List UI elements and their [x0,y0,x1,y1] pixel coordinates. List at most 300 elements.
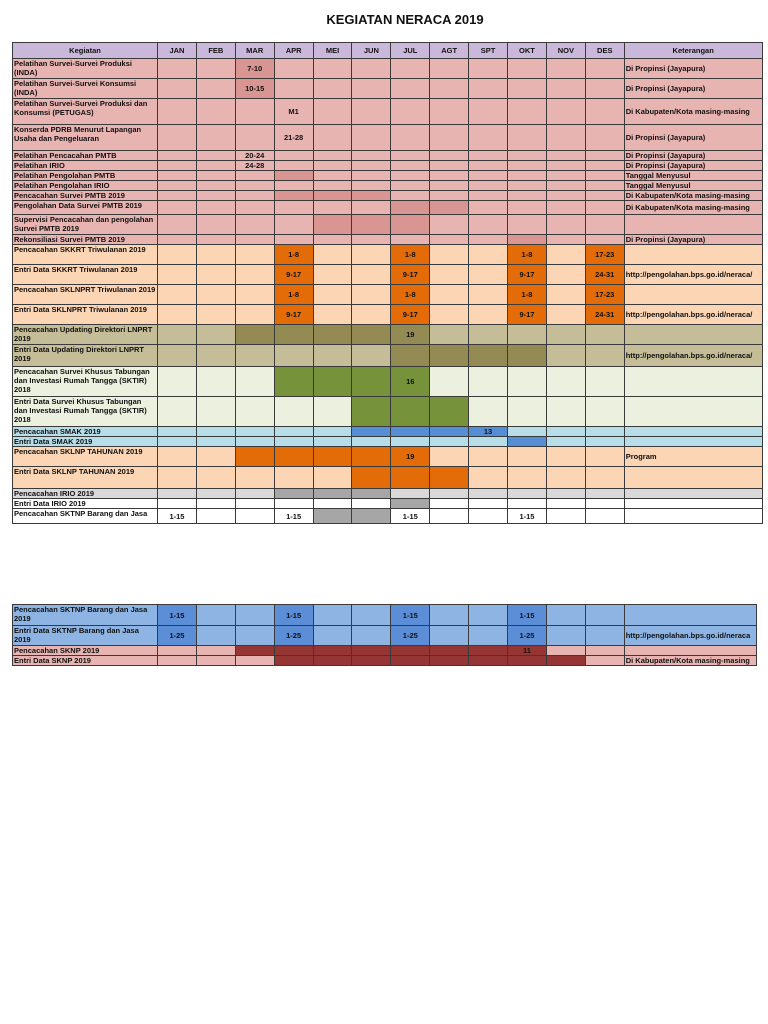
month-cell-mei [313,345,352,367]
month-cell-feb [196,646,235,656]
month-cell-okt [508,427,547,437]
month-cell-okt [508,201,547,215]
month-cell-des: 24-31 [585,265,624,285]
month-cell-des [585,605,624,626]
month-cell-jul [391,656,430,666]
header-month-jul: JUL [391,43,430,59]
month-cell-apr: 9-17 [274,305,313,325]
month-cell-okt [508,437,547,447]
month-cell-jul: 1-15 [391,509,430,524]
month-cell-jul [391,499,430,509]
month-cell-nov [546,201,585,215]
month-cell-spt [469,325,508,345]
month-cell-jan [158,656,197,666]
month-cell-mar [235,215,274,235]
month-cell-apr: 1-15 [274,605,313,626]
month-cell-jun [352,367,391,397]
month-cell-feb [196,605,235,626]
month-cell-nov [546,656,585,666]
table-row [13,427,763,437]
month-cell-okt [508,215,547,235]
month-cell-okt [508,171,547,181]
month-cell-jun [352,447,391,467]
month-cell-spt [469,489,508,499]
month-cell-jun [352,397,391,427]
month-cell-spt [469,191,508,201]
month-cell-spt [469,125,508,151]
month-cell-feb [196,305,235,325]
month-cell-okt [508,499,547,509]
month-cell-jul [391,427,430,437]
month-cell-jul [391,79,430,99]
month-cell-okt: 11 [508,646,547,656]
month-cell-apr [274,161,313,171]
month-cell-agt [430,305,469,325]
table-row [13,489,763,499]
month-cell-jan [158,171,197,181]
month-cell-apr [274,191,313,201]
month-cell-mei [313,467,352,489]
month-cell-mar [235,99,274,125]
month-cell-mei [313,161,352,171]
month-cell-okt [508,151,547,161]
keterangan-cell: http://pengolahan.bps.go.id/neraca [624,626,756,646]
month-cell-mar [235,605,274,626]
month-cell-des [585,181,624,191]
month-cell-okt [508,235,547,245]
month-cell-mar [235,397,274,427]
month-cell-des: 24-31 [585,305,624,325]
keterangan-cell: Program [624,447,762,467]
keterangan-cell [624,489,762,499]
month-cell-jan [158,161,197,171]
table-row [13,499,763,509]
keterangan-cell [624,499,762,509]
month-cell-jun [352,151,391,161]
month-cell-agt [430,325,469,345]
month-cell-apr: 1-8 [274,245,313,265]
activity-name: Pencacahan SKTNP Barang dan Jasa [13,509,158,524]
month-cell-mei [313,59,352,79]
month-cell-jul [391,397,430,427]
month-cell-okt [508,397,547,427]
month-cell-okt [508,161,547,171]
header-month-feb: FEB [196,43,235,59]
month-cell-jan [158,79,197,99]
month-cell-des [585,79,624,99]
month-cell-agt [430,447,469,467]
keterangan-cell [624,245,762,265]
header-month-mar: MAR [235,43,274,59]
month-cell-jan [158,265,197,285]
activity-name: Entri Data SKNP 2019 [13,656,158,666]
month-cell-apr [274,467,313,489]
month-cell-jan [158,646,197,656]
month-cell-okt [508,125,547,151]
month-cell-jun [352,467,391,489]
month-cell-nov [546,245,585,265]
month-cell-apr [274,447,313,467]
table-row [13,447,763,467]
month-cell-agt [430,427,469,437]
month-cell-apr [274,151,313,161]
month-cell-jan [158,397,197,427]
month-cell-okt: 1-25 [508,626,547,646]
month-cell-agt [430,345,469,367]
table-row [13,345,763,367]
table-row [13,367,763,397]
header-month-okt: OKT [508,43,547,59]
activity-name: Konserda PDRB Menurut Lapangan Usaha dan Pengeluaran [13,125,158,151]
keterangan-cell [624,467,762,489]
month-cell-apr [274,427,313,437]
keterangan-cell: Di Propinsi (Jayapura) [624,79,762,99]
header-month-nov: NOV [546,43,585,59]
month-cell-des [585,99,624,125]
month-cell-agt [430,245,469,265]
month-cell-des [585,367,624,397]
month-cell-nov [546,397,585,427]
month-cell-mar: 24-28 [235,161,274,171]
month-cell-feb [196,285,235,305]
month-cell-jan: 1-25 [158,626,197,646]
month-cell-jul [391,59,430,79]
month-cell-apr [274,59,313,79]
month-cell-spt [469,437,508,447]
activity-name: Entri Data Updating Direktori LNPRT 2019 [13,345,158,367]
month-cell-mar [235,367,274,397]
month-cell-mei [313,489,352,499]
month-cell-mar [235,265,274,285]
table-row [13,397,763,427]
month-cell-feb [196,245,235,265]
month-cell-jun [352,215,391,235]
month-cell-agt [430,235,469,245]
month-cell-mar [235,325,274,345]
month-cell-apr [274,489,313,499]
month-cell-jan [158,447,197,467]
month-cell-nov [546,305,585,325]
document-title: KEGIATAN NERACA 2019 [326,12,484,27]
month-cell-des [585,646,624,656]
month-cell-des [585,215,624,235]
month-cell-spt [469,305,508,325]
month-cell-okt [508,325,547,345]
month-cell-des [585,447,624,467]
month-cell-spt [469,499,508,509]
month-cell-mei [313,509,352,524]
activity-name: Pencacahan Updating Direktori LNPRT 2019 [13,325,158,345]
month-cell-mei [313,427,352,437]
month-cell-nov [546,626,585,646]
month-cell-jul [391,99,430,125]
month-cell-feb [196,59,235,79]
month-cell-apr [274,201,313,215]
month-cell-spt [469,201,508,215]
month-cell-feb [196,191,235,201]
month-cell-agt [430,99,469,125]
keterangan-cell [624,437,762,447]
month-cell-nov [546,285,585,305]
month-cell-jun [352,245,391,265]
month-cell-mar [235,509,274,524]
month-cell-jun [352,499,391,509]
activity-name: Pencacahan SKTNP Barang dan Jasa 2019 [13,605,158,626]
month-cell-mei [313,656,352,666]
month-cell-jul [391,235,430,245]
month-cell-mar [235,125,274,151]
table-row [13,171,763,181]
month-cell-nov [546,489,585,499]
month-cell-spt [469,285,508,305]
month-cell-agt [430,285,469,305]
month-cell-jun [352,325,391,345]
month-cell-jul [391,151,430,161]
month-cell-nov [546,467,585,489]
month-cell-mei [313,99,352,125]
month-cell-spt: 13 [469,427,508,437]
month-cell-jul [391,437,430,447]
keterangan-cell [624,285,762,305]
keterangan-cell [624,325,762,345]
month-cell-des [585,201,624,215]
month-cell-feb [196,99,235,125]
month-cell-des [585,467,624,489]
month-cell-feb [196,171,235,181]
month-cell-agt [430,59,469,79]
keterangan-cell [624,427,762,437]
month-cell-jun [352,427,391,437]
month-cell-nov [546,345,585,367]
month-cell-nov [546,437,585,447]
keterangan-cell [624,397,762,427]
keterangan-cell: Tanggal Menyusul [624,171,762,181]
month-cell-nov [546,215,585,235]
month-cell-agt [430,489,469,499]
table-row [13,245,763,265]
month-cell-mar [235,489,274,499]
month-cell-okt [508,59,547,79]
month-cell-spt [469,235,508,245]
month-cell-jul: 9-17 [391,265,430,285]
month-cell-nov [546,235,585,245]
table-row [13,99,763,125]
month-cell-nov [546,125,585,151]
month-cell-nov [546,325,585,345]
month-cell-agt [430,125,469,151]
activity-name: Pelatihan Survei-Survei Konsumsi (INDA) [13,79,158,99]
month-cell-mei [313,151,352,161]
month-cell-apr [274,215,313,235]
month-cell-apr: M1 [274,99,313,125]
month-cell-mei [313,171,352,181]
month-cell-jun [352,285,391,305]
month-cell-feb [196,215,235,235]
keterangan-cell [624,646,756,656]
activity-name: Entri Data SKLNP TAHUNAN 2019 [13,467,158,489]
month-cell-spt [469,467,508,489]
month-cell-des [585,489,624,499]
month-cell-mar [235,646,274,656]
month-cell-jun [352,305,391,325]
month-cell-agt [430,467,469,489]
month-cell-feb [196,125,235,151]
month-cell-nov [546,171,585,181]
month-cell-spt [469,151,508,161]
month-cell-des: 17-23 [585,245,624,265]
month-cell-apr: 1-25 [274,626,313,646]
month-cell-spt [469,656,508,666]
month-cell-mei [313,626,352,646]
month-cell-mei [313,447,352,467]
month-cell-jan [158,367,197,397]
month-cell-des [585,509,624,524]
activity-name: Entri Data SMAK 2019 [13,437,158,447]
month-cell-mei [313,265,352,285]
month-cell-agt [430,201,469,215]
month-cell-mar [235,499,274,509]
month-cell-apr [274,499,313,509]
activity-name: Pencacahan SKKRT Triwulanan 2019 [13,245,158,265]
month-cell-okt [508,345,547,367]
month-cell-mei [313,367,352,397]
month-cell-mar [235,201,274,215]
activity-name: Entri Data IRIO 2019 [13,499,158,509]
month-cell-mar [235,305,274,325]
keterangan-cell: Di Propinsi (Jayapura) [624,59,762,79]
month-cell-jul: 1-8 [391,285,430,305]
header-month-mei: MEI [313,43,352,59]
month-cell-feb [196,79,235,99]
month-cell-jul [391,345,430,367]
month-cell-des [585,59,624,79]
month-cell-mar [235,181,274,191]
keterangan-cell: Di Propinsi (Jayapura) [624,125,762,151]
month-cell-spt [469,161,508,171]
month-cell-jul: 1-15 [391,605,430,626]
activity-name: Pencacahan Survei PMTB 2019 [13,191,158,201]
month-cell-des [585,191,624,201]
month-cell-jan [158,499,197,509]
table-row [13,467,763,489]
month-cell-apr: 1-8 [274,285,313,305]
month-cell-feb [196,235,235,245]
table-row [13,201,763,215]
month-cell-mei [313,191,352,201]
month-cell-mar [235,437,274,447]
month-cell-agt [430,605,469,626]
activity-name: Pelatihan Pengolahan IRIO [13,181,158,191]
month-cell-jan [158,201,197,215]
month-cell-nov [546,605,585,626]
month-cell-nov [546,151,585,161]
activity-name: Entri Data SKKRT Triwulanan 2019 [13,265,158,285]
month-cell-jan: 1-15 [158,605,197,626]
month-cell-spt [469,509,508,524]
month-cell-jul: 1-8 [391,245,430,265]
month-cell-feb [196,467,235,489]
month-cell-mei [313,181,352,191]
month-cell-jan [158,99,197,125]
month-cell-mei [313,125,352,151]
month-cell-okt [508,79,547,99]
month-cell-apr [274,397,313,427]
month-cell-mar: 10-15 [235,79,274,99]
month-cell-spt [469,367,508,397]
month-cell-mar [235,467,274,489]
month-cell-feb [196,325,235,345]
month-cell-apr [274,345,313,367]
month-cell-spt [469,59,508,79]
month-cell-jul: 19 [391,447,430,467]
month-cell-jan [158,191,197,201]
month-cell-jan [158,215,197,235]
month-cell-feb [196,151,235,161]
schedule-table [12,42,763,524]
header-kegiatan: Kegiatan [13,43,158,59]
month-cell-des [585,397,624,427]
month-cell-feb [196,427,235,437]
month-cell-feb [196,499,235,509]
month-cell-nov [546,99,585,125]
table-row [13,626,757,646]
month-cell-apr: 21-28 [274,125,313,151]
activity-name: Supervisi Pencacahan dan pengolahan Survei PMTB 2019 [13,215,158,235]
month-cell-jan [158,125,197,151]
header-month-spt: SPT [469,43,508,59]
month-cell-des [585,235,624,245]
keterangan-cell: Di Propinsi (Jayapura) [624,235,762,245]
month-cell-mei [313,305,352,325]
month-cell-des [585,125,624,151]
month-cell-jul [391,467,430,489]
month-cell-jun [352,626,391,646]
month-cell-agt [430,397,469,427]
month-cell-jun [352,489,391,499]
month-cell-jul [391,489,430,499]
activity-name: Entri Data SKLNPRT Triwulanan 2019 [13,305,158,325]
month-cell-apr [274,646,313,656]
month-cell-apr: 9-17 [274,265,313,285]
month-cell-nov [546,367,585,397]
month-cell-feb [196,265,235,285]
month-cell-spt [469,79,508,99]
month-cell-nov [546,646,585,656]
month-cell-jul [391,191,430,201]
header-month-jan: JAN [158,43,197,59]
month-cell-apr [274,171,313,181]
month-cell-des [585,161,624,171]
month-cell-jun [352,201,391,215]
month-cell-jun [352,437,391,447]
month-cell-feb [196,345,235,367]
activity-name: Pengolahan Data Survei PMTB 2019 [13,201,158,215]
table-row [13,79,763,99]
month-cell-mei [313,215,352,235]
month-cell-agt [430,499,469,509]
month-cell-okt [508,191,547,201]
activity-name: Pencacahan SKNP 2019 [13,646,158,656]
month-cell-feb [196,161,235,171]
keterangan-cell [624,509,762,524]
table-row [13,646,757,656]
month-cell-mei [313,245,352,265]
month-cell-jul: 19 [391,325,430,345]
month-cell-mei [313,646,352,656]
month-cell-nov [546,79,585,99]
month-cell-agt [430,626,469,646]
month-cell-nov [546,427,585,437]
